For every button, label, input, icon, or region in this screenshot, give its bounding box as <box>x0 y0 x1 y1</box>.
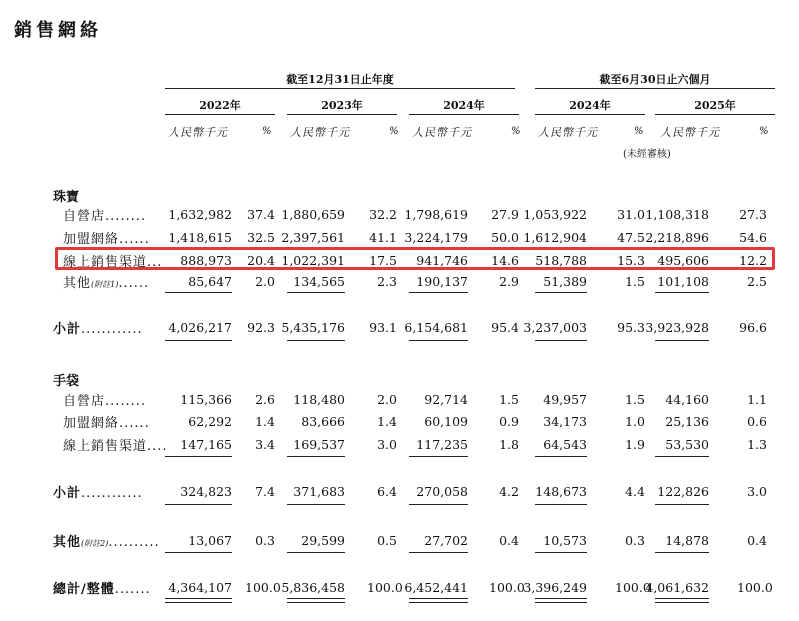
amount-cell: 3,237,003 <box>523 320 587 335</box>
leader-dots: ............ <box>81 322 143 337</box>
amount-underline <box>165 552 232 553</box>
amount-cell: 5,836,458 <box>281 580 345 595</box>
leader-dots: ........ <box>105 209 147 224</box>
total-double-underline <box>409 602 468 603</box>
amount-cell: 147,165 <box>180 437 232 452</box>
amount-cell: 190,137 <box>416 274 468 289</box>
amount-cell: 3,923,928 <box>645 320 709 335</box>
unit-label: 人民幣千元 <box>538 126 598 139</box>
row-label <box>63 205 146 224</box>
percent-cell: 1.5 <box>625 392 645 407</box>
percent-cell: 0.9 <box>499 414 519 429</box>
percent-cell: 4.4 <box>625 484 645 499</box>
percent-cell: 2.9 <box>499 274 519 289</box>
percent-cell: 100.0 <box>615 580 651 595</box>
percent-cell: 1.1 <box>747 392 767 407</box>
percent-cell: 100.0 <box>489 580 525 595</box>
percent-cell: 0.4 <box>747 533 767 548</box>
amount-cell: 2,218,896 <box>645 230 709 245</box>
percent-cell: 3.0 <box>747 484 767 499</box>
subtotal-rule <box>409 456 468 457</box>
percent-cell: 0.3 <box>625 533 645 548</box>
amount-cell: 49,957 <box>543 392 587 407</box>
subtotal-rule <box>165 292 232 293</box>
subtotal-underline <box>655 340 709 341</box>
percent-cell: 1.4 <box>377 414 397 429</box>
amount-cell: 118,480 <box>293 392 345 407</box>
amount-underline <box>655 552 709 553</box>
total-double-underline <box>287 598 345 599</box>
percent-cell: 54.6 <box>739 230 767 245</box>
amount-cell: 83,666 <box>301 414 345 429</box>
amount-cell: 1,022,391 <box>281 253 345 268</box>
row-label <box>53 531 160 550</box>
row-label <box>63 412 150 431</box>
subtotal-underline <box>287 340 345 341</box>
subtotal-rule <box>655 292 709 293</box>
percent-cell: 1.9 <box>625 437 645 452</box>
total-double-underline <box>655 602 709 603</box>
subtotal-rule <box>287 456 345 457</box>
amount-cell: 270,058 <box>416 484 468 499</box>
row-label-text: 自營店 <box>63 209 106 224</box>
percent-cell: 4.2 <box>499 484 519 499</box>
pct-label: % <box>389 126 399 137</box>
leader-dots: ...... <box>119 416 150 431</box>
amount-cell: 495,606 <box>657 253 709 268</box>
percent-cell: 20.4 <box>247 253 275 268</box>
year-rule <box>535 114 645 115</box>
amount-cell: 6,154,681 <box>404 320 468 335</box>
amount-cell: 44,160 <box>665 392 709 407</box>
amount-cell: 25,136 <box>665 414 709 429</box>
unit-label: 人民幣千元 <box>168 126 228 139</box>
row-label-text: 自營店 <box>63 394 106 409</box>
row-label <box>53 578 151 597</box>
footnote-ref: (附註1) <box>91 280 119 289</box>
percent-cell: 2.6 <box>255 392 275 407</box>
amount-cell: 324,823 <box>180 484 232 499</box>
year-rule <box>165 114 275 115</box>
amount-cell: 1,612,904 <box>523 230 587 245</box>
row-label-text: 小計 <box>53 322 82 337</box>
section-heading: 珠寶 <box>53 190 80 205</box>
year-header-2023: 2023年 <box>321 99 363 112</box>
amount-cell: 101,108 <box>657 274 709 289</box>
row-label-text: 加盟網絡 <box>63 232 120 247</box>
amount-cell: 117,235 <box>416 437 468 452</box>
percent-cell: 0.6 <box>747 414 767 429</box>
percent-cell: 7.4 <box>255 484 275 499</box>
unit-label: 人民幣千元 <box>290 126 350 139</box>
subtotal-rule <box>535 292 587 293</box>
year-rule <box>287 114 397 115</box>
subtotal-rule <box>165 456 232 457</box>
footnote-ref: (附註2) <box>81 539 109 548</box>
percent-cell: 37.4 <box>247 207 275 222</box>
leader-dots: ...... <box>118 276 150 291</box>
row-label <box>63 251 162 270</box>
percent-cell: 1.5 <box>499 392 519 407</box>
row-label <box>53 482 143 501</box>
amount-cell: 134,565 <box>293 274 345 289</box>
total-double-underline <box>535 602 587 603</box>
percent-cell: 6.4 <box>377 484 397 499</box>
amount-cell: 4,061,632 <box>645 580 709 595</box>
amount-cell: 148,673 <box>535 484 587 499</box>
row-label <box>53 318 143 337</box>
pct-label: % <box>759 126 769 137</box>
amount-cell: 3,396,249 <box>523 580 587 595</box>
percent-cell: 17.5 <box>369 253 397 268</box>
subtotal-underline <box>409 340 468 341</box>
row-label-text: 其他 <box>53 535 82 550</box>
percent-cell: 100.0 <box>737 580 773 595</box>
percent-cell: 100.0 <box>245 580 281 595</box>
amount-cell: 169,537 <box>293 437 345 452</box>
percent-cell: 32.5 <box>247 230 275 245</box>
row-label <box>63 272 149 291</box>
unit-label: 人民幣千元 <box>660 126 720 139</box>
percent-cell: 32.2 <box>369 207 397 222</box>
percent-cell: 2.3 <box>377 274 397 289</box>
amount-underline <box>409 552 468 553</box>
amount-cell: 14,878 <box>665 533 709 548</box>
amount-cell: 941,746 <box>416 253 468 268</box>
percent-cell: 92.3 <box>247 320 275 335</box>
total-double-underline <box>165 598 232 599</box>
year-rule <box>409 114 519 115</box>
total-double-underline <box>287 602 345 603</box>
subtotal-underline <box>165 504 232 505</box>
year-header-2024: 2024年 <box>443 99 485 112</box>
year-rule <box>655 114 775 115</box>
group-rule-interim <box>535 88 775 89</box>
year-header-2025-h1: 2025年 <box>694 99 736 112</box>
percent-cell: 1.0 <box>625 414 645 429</box>
pct-label: % <box>262 126 272 137</box>
year-header-2024-h1: 2024年 <box>569 99 611 112</box>
percent-cell: 0.5 <box>377 533 397 548</box>
amount-underline <box>535 552 587 553</box>
year-header-2022: 2022年 <box>199 99 241 112</box>
total-double-underline <box>409 598 468 599</box>
percent-cell: 3.4 <box>255 437 275 452</box>
total-double-underline <box>535 598 587 599</box>
amount-underline <box>287 552 345 553</box>
amount-cell: 60,109 <box>424 414 468 429</box>
subtotal-underline <box>535 504 587 505</box>
percent-cell: 27.3 <box>739 207 767 222</box>
subtotal-rule <box>535 456 587 457</box>
group-rule-annual <box>165 88 515 89</box>
amount-cell: 6,452,441 <box>404 580 468 595</box>
leader-dots: ... <box>147 255 163 270</box>
row-label-text: 其他 <box>63 276 92 291</box>
percent-cell: 100.0 <box>367 580 403 595</box>
percent-cell: 15.3 <box>617 253 645 268</box>
percent-cell: 14.6 <box>491 253 519 268</box>
unaudited-note: (未經審核) <box>623 149 671 160</box>
group-header-interim: 截至6月30日止六個月 <box>599 73 711 86</box>
percent-cell: 1.3 <box>747 437 767 452</box>
percent-cell: 2.0 <box>377 392 397 407</box>
percent-cell: 41.1 <box>369 230 397 245</box>
amount-cell: 1,632,982 <box>168 207 232 222</box>
subtotal-underline <box>165 340 232 341</box>
percent-cell: 93.1 <box>369 320 397 335</box>
row-label-text: 小計 <box>53 486 82 501</box>
percent-cell: 47.5 <box>617 230 645 245</box>
amount-cell: 3,224,179 <box>404 230 468 245</box>
subtotal-underline <box>535 340 587 341</box>
subtotal-rule <box>655 456 709 457</box>
amount-cell: 2,397,561 <box>281 230 345 245</box>
amount-cell: 1,798,619 <box>404 207 468 222</box>
amount-cell: 1,053,922 <box>523 207 587 222</box>
percent-cell: 31.0 <box>617 207 645 222</box>
row-label-text: 線上銷售渠道 <box>63 255 148 270</box>
row-label <box>63 435 168 454</box>
unit-label: 人民幣千元 <box>412 126 472 139</box>
page-title: 銷售網絡 <box>14 20 102 41</box>
amount-cell: 62,292 <box>188 414 232 429</box>
percent-cell: 3.0 <box>377 437 397 452</box>
subtotal-rule <box>409 292 468 293</box>
percent-cell: 2.5 <box>747 274 767 289</box>
amount-cell: 85,647 <box>188 274 232 289</box>
amount-cell: 1,108,318 <box>645 207 709 222</box>
amount-cell: 518,788 <box>535 253 587 268</box>
leader-dots: ........ <box>105 394 147 409</box>
row-label <box>63 228 150 247</box>
amount-cell: 4,026,217 <box>168 320 232 335</box>
percent-cell: 1.8 <box>499 437 519 452</box>
amount-cell: 1,880,659 <box>281 207 345 222</box>
total-double-underline <box>655 598 709 599</box>
percent-cell: 1.5 <box>625 274 645 289</box>
percent-cell: 50.0 <box>491 230 519 245</box>
percent-cell: 95.3 <box>617 320 645 335</box>
pct-label: % <box>511 126 521 137</box>
leader-dots: .... <box>147 439 168 454</box>
section-heading: 手袋 <box>53 374 80 389</box>
subtotal-underline <box>655 504 709 505</box>
amount-cell: 371,683 <box>293 484 345 499</box>
amount-cell: 27,702 <box>424 533 468 548</box>
percent-cell: 2.0 <box>255 274 275 289</box>
amount-cell: 10,573 <box>543 533 587 548</box>
percent-cell: 95.4 <box>491 320 519 335</box>
row-label-text: 線上銷售渠道 <box>63 439 148 454</box>
amount-cell: 122,826 <box>657 484 709 499</box>
leader-dots: ............ <box>81 486 143 501</box>
leader-dots: .......... <box>108 535 160 550</box>
total-double-underline <box>165 602 232 603</box>
amount-cell: 51,389 <box>543 274 587 289</box>
leader-dots: ....... <box>114 582 151 597</box>
percent-cell: 96.6 <box>739 320 767 335</box>
subtotal-underline <box>287 504 345 505</box>
row-label-text: 加盟網絡 <box>63 416 120 431</box>
percent-cell: 1.4 <box>255 414 275 429</box>
amount-cell: 13,067 <box>188 533 232 548</box>
percent-cell: 0.4 <box>499 533 519 548</box>
amount-cell: 92,714 <box>424 392 468 407</box>
amount-cell: 29,599 <box>301 533 345 548</box>
amount-cell: 4,364,107 <box>168 580 232 595</box>
subtotal-rule <box>287 292 345 293</box>
amount-cell: 115,366 <box>180 392 232 407</box>
row-label-text: 總計/整體 <box>53 582 115 597</box>
row-label <box>63 390 146 409</box>
amount-cell: 53,530 <box>665 437 709 452</box>
amount-cell: 888,973 <box>180 253 232 268</box>
percent-cell: 0.3 <box>255 533 275 548</box>
leader-dots: ...... <box>119 232 150 247</box>
amount-cell: 34,173 <box>543 414 587 429</box>
group-header-annual: 截至12月31日止年度 <box>286 73 394 86</box>
amount-cell: 64,543 <box>543 437 587 452</box>
amount-cell: 5,435,176 <box>281 320 345 335</box>
pct-label: % <box>634 126 644 137</box>
amount-cell: 1,418,615 <box>168 230 232 245</box>
subtotal-underline <box>409 504 468 505</box>
percent-cell: 12.2 <box>739 253 767 268</box>
percent-cell: 27.9 <box>491 207 519 222</box>
